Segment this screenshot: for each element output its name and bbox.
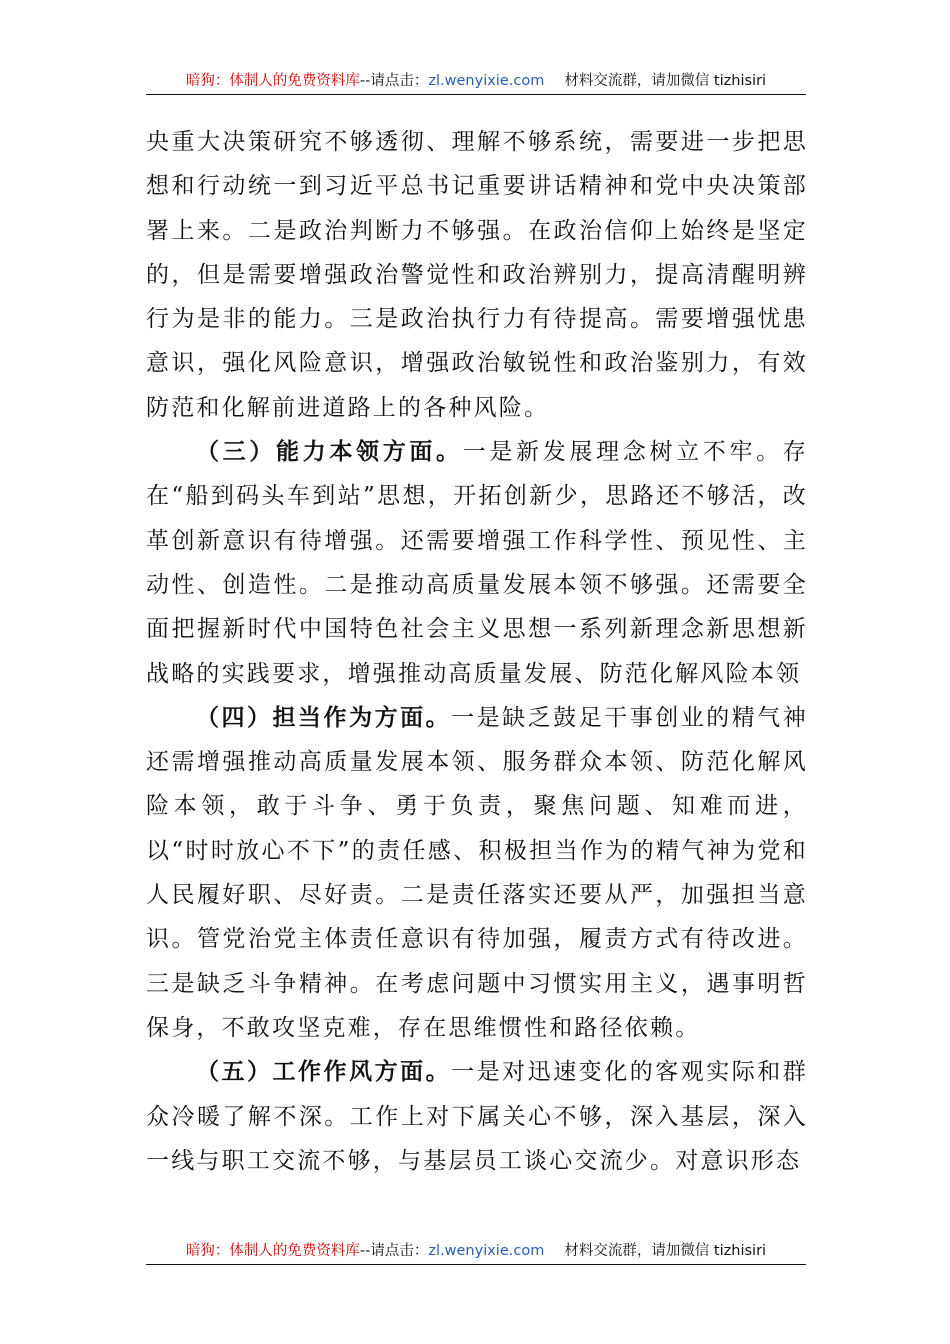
footer-link[interactable]: zl.wenyixie.com [428, 1243, 545, 1259]
footer-prompt: --请点击： [359, 1243, 429, 1259]
header-link[interactable]: zl.wenyixie.com [428, 73, 545, 89]
header-brand: 暗狗：体制人的免费资料库 [185, 73, 360, 89]
section-heading-work-style: （五）工作作风方面。 [196, 1058, 452, 1086]
header-banner [146, 70, 806, 92]
footer-banner [146, 1240, 806, 1262]
section-text-ability: 一是新发展理念树立不牢。存在“船到码头车到站”思想，开拓创新少，思路还不够活，改革创新意识有待增强。还需要增强工作科学性、预见性、主动性、创造性。二是推动高质量发展本领不够强。还需要全面把握新时代中国特色社会主义思想一系列新理念新思想新战略的实践要求，增强推动高质量发展、防范化解风险本领 [146, 439, 809, 687]
paragraph-work-style [146, 1050, 808, 1183]
footer-brand: 暗狗：体制人的免费资料库 [185, 1243, 360, 1259]
paragraph-ability [146, 430, 808, 696]
paragraph-responsibility [146, 696, 808, 1050]
section-text-responsibility: 一是缺乏鼓足干事创业的精气神还需增强推动高质量发展本领、服务群众本领、防范化解风险本领，敢于斗争、勇于负责，聚焦问题、知难而进，以“时时放心不下”的责任感、积极担当作为的精气神为党和人民履好职、尽好责。二是责任落实还要从严，加强担当意识。管党治党主体责任意识有待加强，履责方式有待改进。三是缺乏斗争精神。在考虑问题中习惯实用主义，遇事明哲保身，不敢攻坚克难，存在思维惯性和路径依赖。 [146, 704, 808, 1041]
header-divider [146, 94, 806, 95]
section-heading-responsibility: （四）担当作为方面。 [196, 703, 452, 731]
footer-group-info: 材料交流群，请加微信 tizhisiri [564, 1243, 767, 1259]
section-text-work-style: 一是对迅速变化的客观实际和群众冷暖了解不深。工作上对下属关心不够，深入基层，深入一线与职工交流不够，与基层员工谈心交流少。对意识形态 [146, 1059, 808, 1174]
paragraph-political-capacity: 央重大决策研究不够透彻、理解不够系统，需要进一步把思想和行动统一到习近平总书记重要讲话精神和党中央决策部署上来。二是政治判断力不够强。在政治信仰上始终是坚定的，但是需要增强政治警觉性和政治辨别力，提高清醒明辨行为是非的能力。三是政治执行力有待提高。需要增强忧患意识，强化风险意识，增强政治敏锐性和政治鉴别力，有效防范和化解前进道路上的各种风险。 [146, 129, 808, 421]
document-body [146, 120, 808, 1183]
section-heading-ability: （三）能力本领方面。 [196, 438, 463, 466]
header-group-info: 材料交流群，请加微信 tizhisiri [564, 73, 767, 89]
header-prompt: --请点击： [359, 73, 429, 89]
footer-divider [146, 1264, 806, 1265]
